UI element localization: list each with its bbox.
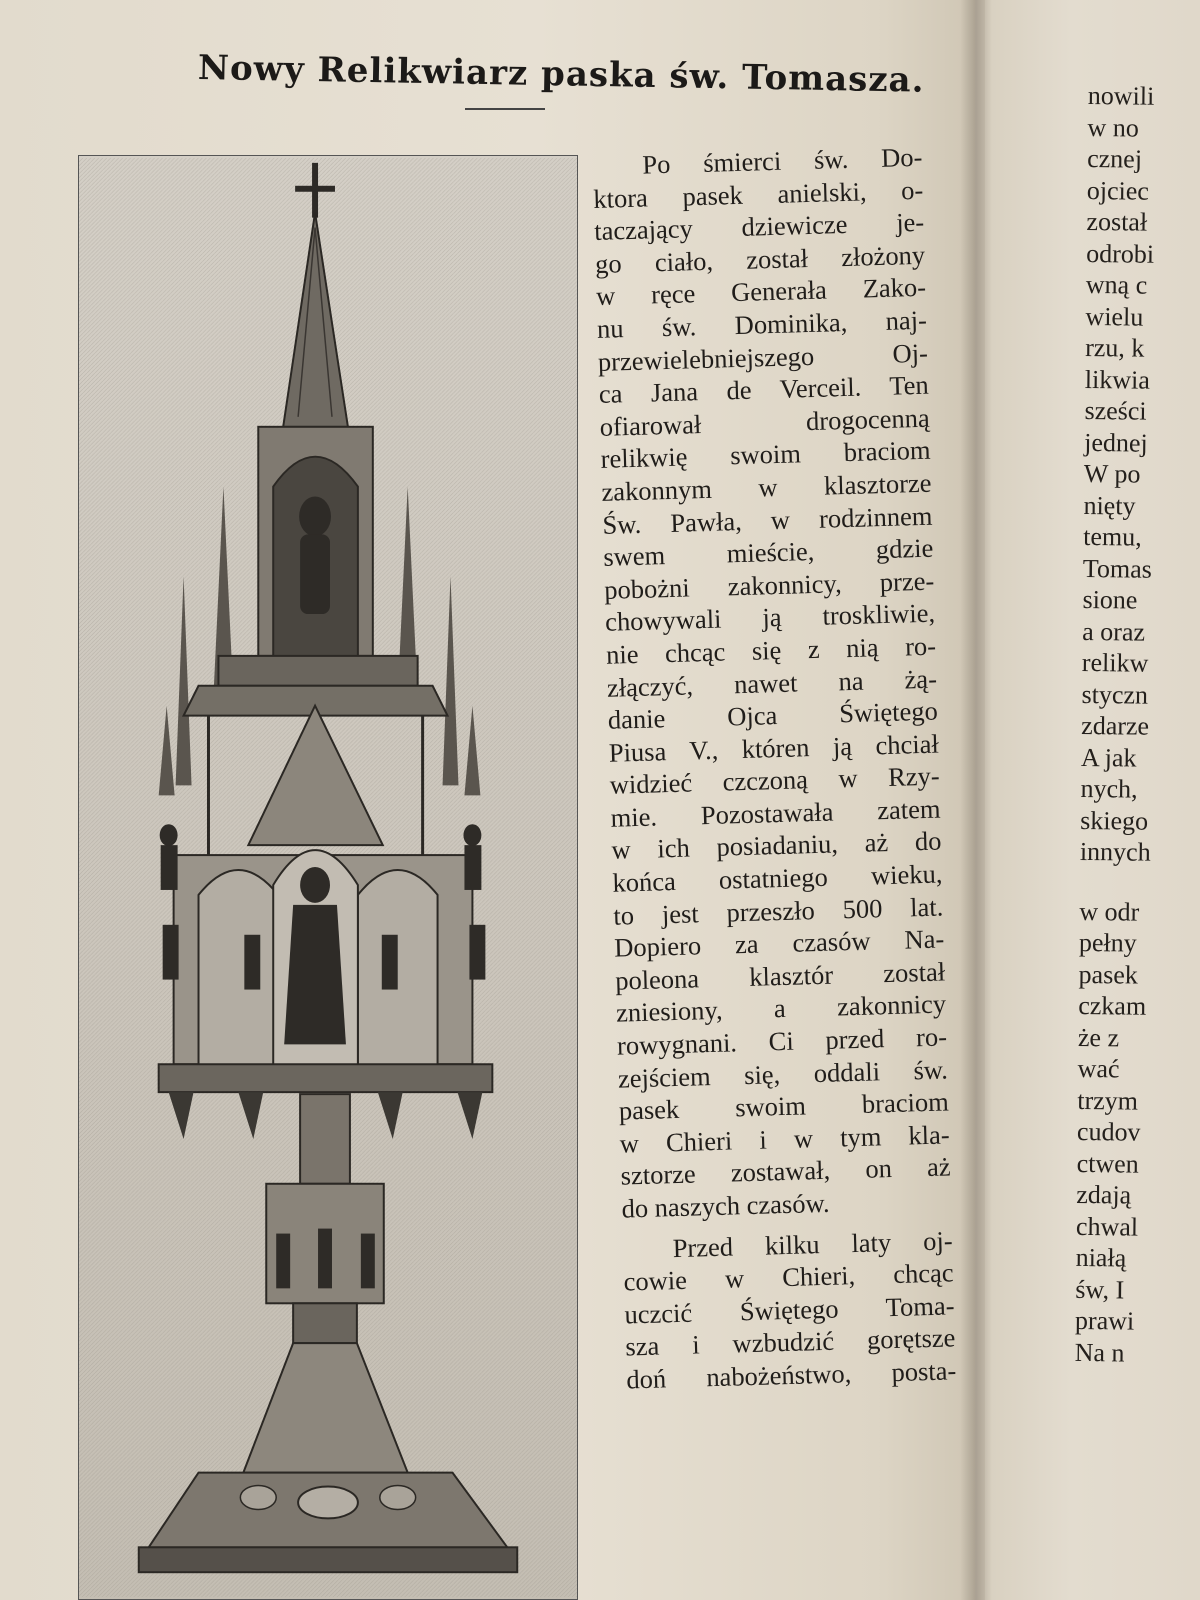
text-line: uczcić Świętego Toma- — [624, 1290, 955, 1330]
text-line: złączyć, nawet na żą- — [606, 663, 938, 703]
text-line: Św. Pawła, w rodzinnem — [602, 500, 933, 540]
text-fragment: trzym — [1077, 1085, 1139, 1116]
text-line: w Chieri i w tym kla- — [619, 1119, 951, 1159]
text-fragment: ctwen — [1076, 1148, 1139, 1179]
text-fragment: wną c — [1085, 269, 1148, 300]
text-line: chowywali ją troskliwie, — [604, 597, 936, 638]
text-fragment: czkam — [1078, 990, 1147, 1021]
text-line: przewielebniejszego Oj- — [597, 337, 929, 377]
text-line: taczający dziewicze je- — [593, 206, 925, 247]
text-line: danie Ojca Świętego — [607, 695, 939, 735]
text-line: zejściem się, oddali św. — [617, 1054, 949, 1094]
text-line: to jest przeszło 500 lat. — [612, 891, 944, 931]
text-fragment: W po — [1083, 458, 1141, 489]
text-line: mie. Pozostawała zatem — [610, 793, 941, 833]
text-fragment: w odr — [1079, 896, 1140, 927]
text-fragment: wielu — [1085, 301, 1144, 332]
text-fragment: Na n — [1074, 1337, 1125, 1367]
text-fragment: wać — [1077, 1053, 1120, 1084]
reliquary-illustration — [78, 155, 578, 1600]
text-line: w ręce Generała Zako- — [595, 272, 927, 312]
right-page-text — [1075, 80, 1200, 1369]
text-fragment: nych, — [1080, 773, 1138, 804]
text-line: zakonnym w klasztorze — [601, 467, 932, 507]
text-line: pasek swoim braciom — [618, 1086, 950, 1126]
text-fragment: niałą — [1075, 1242, 1127, 1273]
text-fragment: w no — [1087, 112, 1139, 143]
text-line: rowygnani. Ci przed ro- — [616, 1021, 948, 1061]
text-line: swem mieście, gdzie — [602, 532, 934, 572]
text-line: w ich posiadaniu, aż do — [611, 825, 942, 866]
text-line: do naszych czasów. — [621, 1187, 830, 1224]
article-text-column — [592, 141, 957, 1396]
text-fragment: cudov — [1076, 1116, 1141, 1147]
text-fragment: a oraz — [1082, 616, 1146, 647]
paragraph-gap — [1079, 867, 1199, 896]
text-line: ktora pasek anielski, o- — [592, 174, 924, 214]
article-title: Nowy Relikwiarz paska św. Tomasza. — [197, 48, 925, 101]
text-fragment: zdarze — [1081, 710, 1150, 741]
text-line: doń nabożeństwo, posta- — [625, 1355, 957, 1395]
text-fragment: zdają — [1076, 1179, 1132, 1210]
text-fragment: innych — [1079, 836, 1151, 867]
text-line: go ciało, został złożony — [594, 239, 926, 279]
text-fragment: chwal — [1075, 1211, 1139, 1242]
title-underline — [465, 108, 545, 110]
text-fragment: rzu, k — [1085, 332, 1145, 363]
text-fragment: nięty — [1083, 490, 1136, 521]
text-line: relikwię swoim braciom — [600, 435, 931, 475]
text-fragment: że z — [1077, 1022, 1120, 1052]
book-gutter — [960, 0, 992, 1600]
text-line: ofiarował drogocenną — [599, 402, 931, 442]
text-fragment: ojciec — [1086, 175, 1150, 206]
text-fragment: likwia — [1084, 364, 1151, 395]
text-fragment: cznej — [1087, 143, 1143, 174]
text-fragment: sześci — [1084, 395, 1147, 426]
text-fragment: nowili — [1087, 80, 1155, 111]
text-line: poleona klasztór został — [614, 956, 946, 996]
text-fragment: pełny — [1078, 927, 1137, 958]
text-fragment: temu, — [1083, 521, 1142, 552]
text-fragment: odrobi — [1086, 238, 1155, 269]
text-fragment: sione — [1082, 584, 1138, 615]
text-fragment: pasek — [1078, 959, 1138, 990]
text-line: widzieć czczoną w Rzy- — [609, 760, 941, 801]
text-fragment: relikw — [1081, 647, 1149, 678]
reliquary-engraving — [79, 156, 577, 1599]
text-fragment: A jak — [1080, 742, 1137, 773]
text-line: końca ostatniego wieku, — [612, 858, 943, 898]
text-line: sza i wzbudzić gorętsze — [625, 1322, 956, 1362]
text-fragment: skiego — [1080, 805, 1149, 836]
text-line: cowie w Chieri, chcąc — [623, 1257, 954, 1297]
text-line: ca Jana de Verceil. Ten — [598, 369, 930, 410]
text-fragment: prawi — [1074, 1305, 1135, 1336]
text-fragment: został — [1086, 206, 1148, 237]
text-fragment: Tomas — [1082, 553, 1152, 584]
text-line: Po śmierci św. Do- — [642, 141, 923, 180]
text-line: sztorze zostawał, on aż — [620, 1151, 951, 1192]
text-fragment: św, I — [1075, 1274, 1125, 1304]
text-line: pobożni zakonnicy, prze- — [603, 565, 935, 605]
text-line: nu św. Dominika, naj- — [596, 304, 928, 344]
text-line: Dopiero za czasów Na- — [613, 923, 945, 963]
text-line: Piusa V., któren ją chciał — [608, 728, 940, 768]
text-line: zniesiony, a zakonnicy — [615, 988, 947, 1029]
text-fragment: styczn — [1081, 679, 1149, 710]
text-line: nie chcąc się z nią ro- — [605, 630, 937, 670]
text-fragment: jednej — [1084, 427, 1148, 458]
text-line: Przed kilku laty oj- — [672, 1224, 953, 1263]
